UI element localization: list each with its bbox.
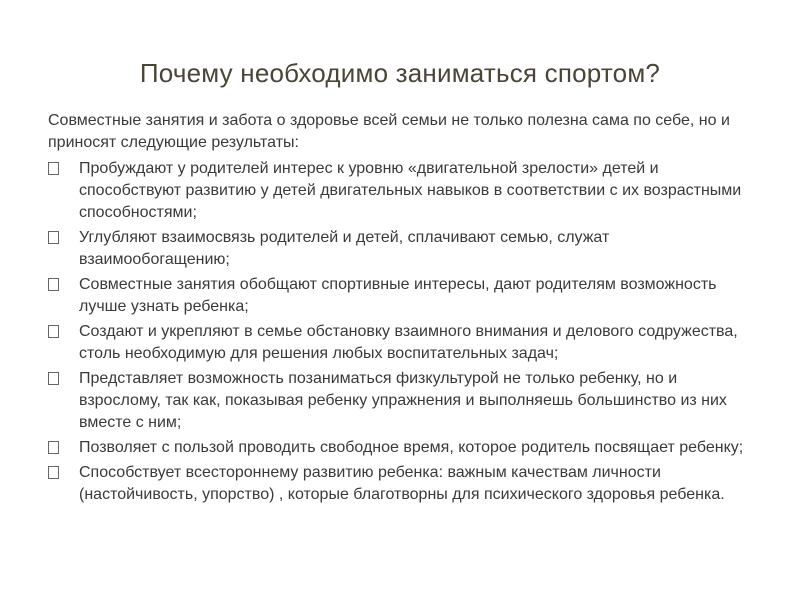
bullet-list [0,158,800,509]
square-bullet-icon [48,231,59,244]
list-item [0,227,800,271]
square-bullet-icon [48,162,59,175]
bullet-text: Пробуждают у родителей интерес к уровню «двигательной зрелости» детей и способствуют развитию у детей двигательных навыков в соответствии с их возрастными способностями; [79,160,742,221]
square-bullet-icon [48,466,59,479]
bullet-text: Представляет возможность позаниматься физкультурой не только ребенку, но и взрослому, так как, показывая ребенку упражнения и выполняешь большинство из них вместе с ним; [79,370,727,431]
list-item [0,321,800,365]
square-bullet-icon [48,325,59,338]
list-item [0,158,800,224]
intro-paragraph: Совместные занятия и забота о здоровье всей семьи не только полезна сама по себе, но и приносят следующие результаты: [48,112,730,151]
bullet-text: Создают и укрепляют в семье обстановку взаимного внимания и делового содружества, столь необходимую для решения любых воспитательных задач; [79,323,738,362]
bullet-text: Совместные занятия обобщают спортивные интересы, дают родителям возможность лучше узнать ребенка; [79,276,717,315]
list-item [0,274,800,318]
bullet-text: Углубляют взаимосвязь родителей и детей, сплачивают семью, служат взаимообогащению; [79,229,610,268]
list-item [0,368,800,434]
list-item [0,462,800,506]
bullet-text: Способствует всестороннему развитию ребенка: важным качествам личности (настойчивость, упорство) , которые благотворны для психического здоровья ребенка. [79,464,725,503]
slide-title: Почему необходимо заниматься спортом? [139,58,661,88]
list-item [0,437,800,459]
square-bullet-icon [48,372,59,385]
square-bullet-icon [48,441,59,454]
bullet-text: Позволяет с пользой проводить свободное время, которое родитель посвящает ребенку; [79,439,744,456]
square-bullet-icon [48,278,59,291]
